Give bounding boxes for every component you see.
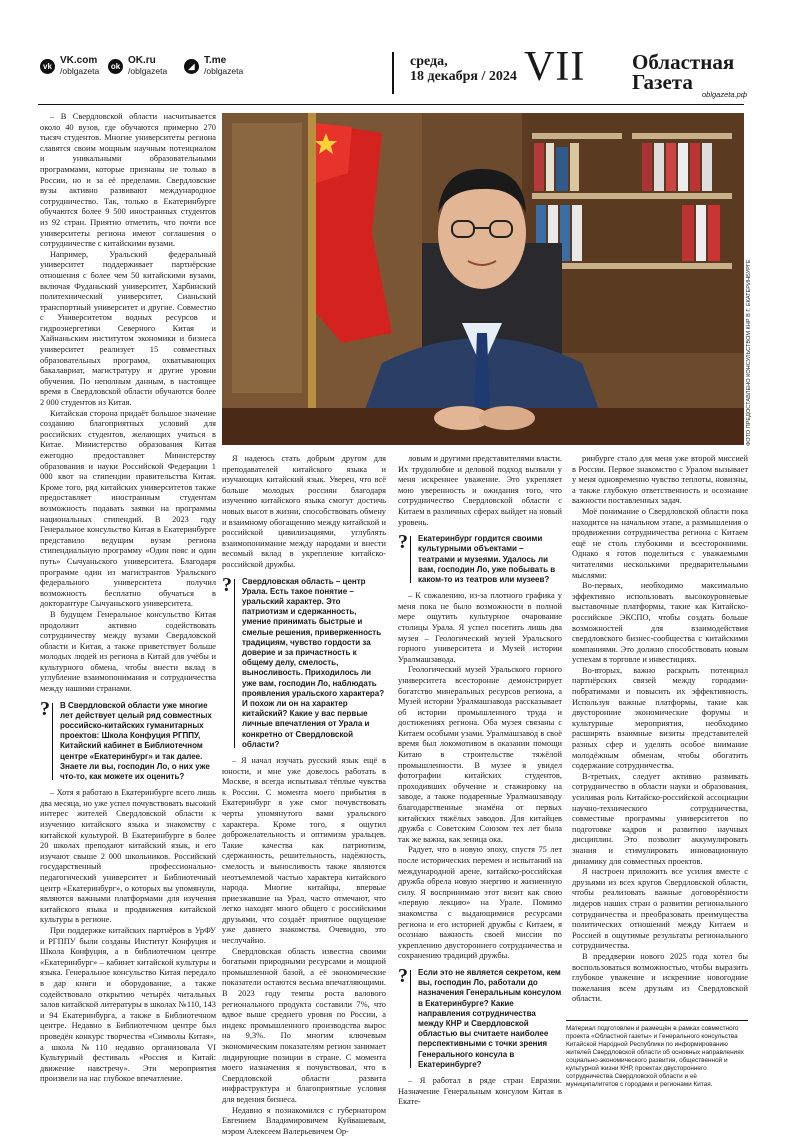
col3-paragraph-2: – К сожалению, из-за плотного графика у меня пока не было возможности в полной мере ощутить культурное очарование столицы Урала. Я успел посетить лишь два музея – Геологический музей Уральского горного университета и Музей истории Уралмашзавода. — [398, 591, 562, 664]
masthead — [632, 52, 734, 92]
col2-paragraph-2: – Я начал изучать русский язык ещё в юности, и мне уже довелось работать в Москве, я всегда испытывал тёплые чувства к России. С момента моего прибытия в Екатеринбург я уже смог почувствовать черты упомянутого вами уральского характера. Кроме того, я ощутил доброжелательность и оптимизм уральцев. Такие качества как патриотизм, сдержанность, решительность, надёжность, смелость и выносливость также являются неотъемлемой частью характера китайского народа. Многие китайцы, впервые приезжавшие на Урал, часто отмечают, что легко находят много общего с российскими друзьями, что создаёт приятное ощущение уже давнего знакомства. Очевидно, это неслучайно. — [222, 755, 386, 946]
project-note: Материал подготовлен и размещён в рамках совместного проекта «Областной газеты» и Генерального консульства Китайской Народной Республики по информированию жителей Свердловской области об основных направлениях социально-экономического развития, общественной и культурной жизни КНР, проектах двустороннего сотрудничества Свердловской области и её муниципалитетов с городами и регионами Китая. — [566, 1020, 748, 1089]
col2-paragraph-3: Свердловская область известна своими богатыми природными ресурсами и мощной промышленной базой, а её экономические показатели остаются весьма впечатляющими. В 2023 году темпы роста валового регионального продукта составили 7%, что вдвое выше среднего уровня по России, а индекс промышленного производства вырос на 9,3%. По многим ключевым экономическим показателям регион занимает лидирующие позиции в стране. С момента моего назначения я почувствовал, что в Свердловской области развита инфраструктура и благоприятные условия для ведения бизнеса. — [222, 946, 386, 1104]
social-vk[interactable] — [40, 56, 99, 76]
page-number: VII — [524, 44, 586, 90]
question-mark-icon: ? — [222, 573, 232, 596]
photo-credit: ФОТО ПРЕДОСТАВЛЕНО КОНСУЛЬСТВОМ КНР В Г. ЕКАТЕРИНБУРГЕ — [746, 259, 752, 446]
col4-paragraph-1: ринбурге стало для меня уже второй миссией в России. Первое знакомство с Уралом вызывает у меня одновременно чувство теплоты, новизны, а также глубокую ответственность и осознание важности поставленных задач. — [572, 454, 748, 506]
issue-date-full: 18 декабря / 2024 — [410, 69, 517, 84]
col4-paragraph-4: Во-вторых, важно раскрыть потенциал партнёрских связей между городами-побратимами и повысить их эффективность. Используя важные платформы, такие как двусторонние экономические форумы и культурные мероприятия, необходимо расширять взаимные визиты представителей разных сфер и уделять особое внимание молодёжным обменам, чтобы обогатить содержание сотрудничества. — [572, 665, 748, 771]
social-telegram-name: T.me — [204, 55, 227, 66]
col2-question-text: Свердловская область – центр Урала. Есть такое понятие – уральский характер. Это патриотизм и сдержанность, умение принимать быстрые и смелые решения, приверженность традициям, чувство гордости за доверие и за причастность к общему делу, смелость, выносливость. Приходилось ли уже вам, господин Ло, наблюдать проявления уральского характера? И похож ли он на характер китайский? Какие у вас первые личные впечатления от Урала и конкретно от Свердловской области? — [242, 576, 385, 749]
masthead-url: oblgazeta.рф — [702, 90, 748, 99]
col3-question-2 — [398, 964, 562, 1070]
social-ok-handle: /oblgazeta — [128, 66, 168, 76]
col1-paragraph-4: В будущем Генеральное консульство Китая продолжит активно содействовать сотрудничеству между вузами Свердловской области и Китая, а также приветствует больше молодых людей из региона в Китай для учёбы и культурного обмена, чтобы внести вклад в углубление взаимопонимания и сотрудничества между нашими странами. — [40, 609, 216, 694]
col1-paragraph-5: – Хотя я работаю в Екатеринбурге всего лишь два месяца, но уже успел почувствовать высокий интерес жителей Свердловской области к изучению китайского языка и знакомству с китайской культурой. В Екатеринбурге в более 20 школах преподают китайский язык, и его изучают свыше 2 000 школьников. Российский государственный профессионально-педагогический университет и Библиотечный центр «Екатеринбург», о которых вы упомянули, являются важными платформами для изучения китайского языка и продвижения китайской культуры в регионе. — [40, 788, 216, 925]
social-vk-name: VK.com — [60, 55, 98, 66]
col1-question-text: В Свердловской области уже многие лет действует целый ряд совместных российско-китайских гуманитарных проектов: Школа Конфуция РГППУ, Китайский кабинет в Библиотечном центре «Екатеринбург» и так далее. Знаете ли вы, господин Ло, о них уже что-то, как можете их оценить? — [60, 700, 212, 782]
ok-icon: ok — [108, 59, 123, 74]
social-vk-handle: /oblgazeta — [60, 66, 100, 76]
masthead-line1: Областная — [632, 50, 735, 74]
col3-paragraph-1: ловым и другими представителями власти. Их трудолюбие и деловой подход вызвали у меня искреннее уважение. Это укрепляет мою уверенность и ожидания того, что сотрудничество Свердловской области с Китаем в различных сферах выйдет на новый уровень. — [398, 454, 562, 527]
question-mark-icon: ? — [398, 531, 408, 554]
consul-photo — [222, 113, 744, 445]
question-mark-icon: ? — [40, 697, 50, 720]
col1-question — [40, 697, 216, 783]
col1-paragraph-3: Китайская сторона придаёт большое значение созданию благоприятных условий для российских студентов, желающих учиться в Китае. Министерство образования Китая ежегодно предоставляет Министерству образования и науки Российской Федерации 1 000 квот на стипендии правительства Китая. Кроме того, ряд китайских университетов также предоставляет иностранным студентам возможность подавать заявки на программы национальных стипендий. В 2023 году Генеральное консульство Китая в Екатеринбурге представило ведущим вузам региона стипендиальную программу «Один пояс и один путь» Сычуаньского университета. Благодаря программе один из магистрантов Уральского федерального университета получил возможность бесплатно обучаться в докторантуре Сычуаньского университета. — [40, 408, 216, 609]
question-mark-icon: ? — [398, 964, 408, 987]
col4-paragraph-7: В преддверии нового 2025 года хотел бы воспользоваться возможностью, чтобы выразить глубокое уважение и искренние новогодние пожелания всем друзьям из Свердловской области. — [572, 951, 748, 1004]
social-telegram[interactable] — [184, 56, 243, 76]
col3-question-2-text: Если это не является секретом, кем вы, господин Ло, работали до назначения Генеральным консулом в Екатеринбурге? Какие направления сотрудничества между КНР и Свердловской областью вы считаете наиболее перспективными с точки зрения Генерального консула в Екатеринбурге? — [418, 967, 562, 1069]
column-2 — [222, 454, 386, 1137]
issue-date — [410, 54, 517, 84]
col1-paragraph-6: При поддержке китайских партнёров в УрФУ и РГППУ были созданы Институт Конфуция и Школа Конфуция, а в библиотечном центре «Екатеринбург» – кабинет китайской культуры и языка. Генеральное консульство Китая передало в дар книги и оборудование, а также содействовало открытию четырёх читальных залов китайской литературы в школах №110, 143 и 94 Екатеринбурга, а также в Библиотечном центре. Недавно в Библиотечном центре был проведён конкурс творчества «Символы Китая», а школа №110 недавно организовала VI Культурный фестиваль «Россия и Китай: движение навстречу». Эти мероприятия произвели на нас глубокое впечатление. — [40, 926, 216, 1084]
col2-paragraph-4: Недавно я познакомился с губернатором Евгением Владимировичем Куйвашевым, мэром Алексеем Валерьевичем Ор- — [222, 1105, 386, 1136]
col2-paragraph-1: Я надеюсь стать добрым другом для преподавателей китайского языка и изучающих китайский язык. Уверен, что всё больше молодых россиян благодаря изучению китайского языка смогут достичь новых высот в жизни, способствовать обмену и взаимному обогащению между китайской и российской цивилизациями, углублять взаимопонимание между народами и внести весомый вклад в укрепление китайско-российской дружбы. — [222, 454, 386, 569]
col4-paragraph-2: Моё понимание о Свердловской области пока находится на начальном этапе, а размышления о продвижении сотрудничества региона с Китаем ещё не столь глубокими и всесторонними. Однако я готов поделиться с уважаемыми читателями несколькими предварительными мыслями: — [572, 506, 748, 580]
social-telegram-handle: /oblgazeta — [204, 66, 244, 76]
col3-question-1-text: Екатеринбург гордится своими культурными объектами – театрами и музеями. Удалось ли вам, господин Ло, уже побывать в каком-то из театров или музеев? — [418, 534, 556, 584]
col1-paragraph-2: Например, Уральский федеральный университет поддерживает партнёрские отношения с более чем 50 китайскими вузами, включая Фуданьский университет, Харбинский политехнический университет, Сианьский транспортный университет и другие. Совместно с Университетом водных ресурсов и гидроэнергетики Северного Китая и Хайнаньским институтом экономики и бизнеса университет реализует 15 совместных образовательных программ, охватывающих бакалавриат, магистратуру и другие уровни обучения. По неполным данным, в настоящее время в Свердловской области обучаются более 2 000 студентов из Китая. — [40, 249, 216, 408]
header-divider — [392, 52, 394, 94]
col1-paragraph-1: – В Свердловской области насчитывается около 40 вузов, где обучаются примерно 270 тысяч студентов. Многие университеты региона славятся своим мощным научным потенциалом и уникальными образовательными программами, которые признаны не только в России, но и за её пределами. Свердловские вузы активно развивают международное сотрудничество. Так, только в Екатеринбурге обучаются более 9 500 иностранных студентов из 92 стран. Приятно отметить, что почти все университеты региона имеют соглашения о сотрудничестве с китайскими вузами. — [40, 112, 216, 249]
social-ok[interactable] — [108, 56, 167, 76]
column-4 — [572, 454, 748, 1005]
social-ok-name: OK.ru — [128, 55, 156, 66]
column-3 — [398, 454, 562, 1108]
col4-paragraph-5: В-третьих, следует активно развивать сотрудничество в области науки и образования, усиливая роль Китайско-российской ассоциации научно-технического сотрудничества, совместные программы университетов по подготовке кадров и развитию научных дисциплин. Это позволит аккумулировать знания и стимулировать инновационную динамику для совместных проектов. — [572, 771, 748, 866]
col4-paragraph-3: Во-первых, необходимо максимально эффективно использовать высокоуровневые выставочные платформы, такие как Китайско-российское ЭКСПО, чтобы создать больше возможностей для взаимодействия свердловского бизнес-сообщества с китайскими компаниями. Это должно способствовать новым успехам в торговле и инвестициях. — [572, 581, 748, 665]
col3-paragraph-4: Радует, что в новую эпоху, спустя 75 лет после исторических перемен и испытаний на международной арене, китайско-российская дружба обрела новую энергию и жизненную силу. Я воспринимаю этот визит как свою «первую лекцию» на Урале. Помимо знакомства с выдающимися ресурсами региона и его историей дружбы с Китаем, я осознаю важность своей миссии по укреплению двустороннего сотрудничества и сохранению традиций дружбы. — [398, 845, 562, 961]
telegram-icon: ◢ — [184, 59, 199, 74]
col3-question-1 — [398, 531, 562, 585]
consul-portrait — [222, 113, 744, 445]
masthead-line2: Газета — [632, 70, 693, 94]
vk-icon: vk — [40, 59, 55, 74]
issue-weekday: среда, — [410, 54, 448, 69]
column-1 — [40, 112, 216, 1085]
col4-paragraph-6: Я настроен приложить все усилия вместе с друзьями из всех кругов Свердловской области, чтобы реализовать важные договорённости лидеров наших стран о развитии регионального сотрудничества и преобразовать преимущества политических отношений между Китаем и Россией в ощутимые результаты регионального сотрудничества. — [572, 867, 748, 951]
col2-question — [222, 573, 386, 750]
col3-paragraph-3: Геологический музей Уральского горного университета всесторонне демонстрирует богатство минеральных ресурсов региона, а Музей истории Уралмашзавода рассказывает об истории промышленного труда и достижениях региона. Оба музея связаны с Китаем особыми узами. Уралмашзавод в своё время был локомотивом в оказании помощи Китаю в строительстве тяжёлой промышленности. В музее я увидел фотографии китайских студентов, проходивших обучение и стажировку на заводе, а также подаренные Уралмашзаводу благодарственные знамёна от первых китайских тяжёлых заводов. Для китайцев дружба с Советским Союзом тех лет была так же важна, как зеница ока. — [398, 665, 562, 844]
header-rule — [38, 104, 744, 105]
col3-paragraph-5: – Я работал в ряде стран Евразии. Назначение Генеральным консулом Китая в Екате- — [398, 1075, 562, 1107]
